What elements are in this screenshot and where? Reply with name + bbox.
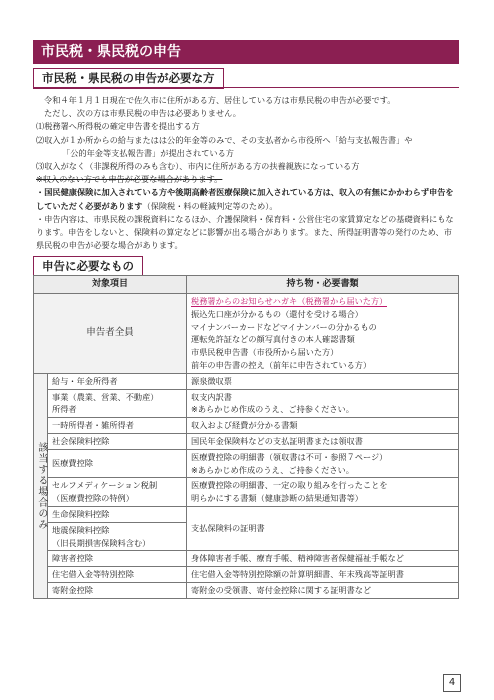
- table-row: [34, 418, 459, 434]
- table-row: [34, 389, 459, 418]
- exception-item-2-cont: 「公的年金等支払報告書」が提出されている方: [62, 147, 234, 158]
- table-row: [34, 478, 459, 507]
- list-item: 運転免許証などの顔写真付きの本人確認書類: [191, 334, 355, 345]
- required-items-table: [33, 275, 459, 599]
- page-title: 市民税・県民税の申告: [33, 40, 459, 64]
- row-items: 国民年金保険料などの支払証明書または領収書: [187, 433, 459, 449]
- usage-note: ・申告内容は、市県民税の課税資料になるほか、介護保険料・保育料・公営住宅の家賃算定などの基礎資料にもなります。申告をしないと、保険料の算定などに影響が出る場合があります。また、所得証明書等の発行のため、市県民税の申告が必要な場合があります。: [36, 213, 454, 251]
- all-filers-label: 申告者全員: [34, 294, 187, 374]
- all-filers-items: [187, 294, 459, 374]
- row-items: 医療費控除の明細書（領収書は不可・参照７ページ） ※あらかじめ作成のうえ、ご持参ください。: [187, 449, 459, 478]
- nhi-note-bold: ・国民健康保険に加入されている方や後期高齢者医療保険に加入されている方は、収入の有無にかかわらず申告をしていただく必要があります: [36, 187, 454, 211]
- page-number: 4: [443, 674, 461, 692]
- list-item: 前年の申告書の控え（前年に申告されている方）: [191, 359, 372, 370]
- table-row: [34, 567, 459, 583]
- row-target: 障害者控除: [48, 551, 187, 567]
- exception-item-1: ⑴税務署へ所得税の確定申告書を提出する方: [36, 121, 200, 132]
- exception-item-3: ⑶収入がなく（非課税所得のみも含む）、市内に住所がある方の扶養親族になっている方: [36, 161, 360, 172]
- table-row: [34, 551, 459, 567]
- row-target: 生命保険料控除: [48, 506, 187, 522]
- row-target: 医療費控除: [48, 449, 187, 478]
- row-items: 身体障害者手帳、療育手帳、精神障害者保健福祉手帳など: [187, 551, 459, 567]
- table-row: [34, 506, 459, 522]
- exception-line: ただし、次の方は市県民税の申告は必要ありません。: [44, 108, 241, 119]
- row-items: 医療費控除の明細書、一定の取り組みを行ったことを 明らかにする書類（健康診断の結果通知書等）: [187, 478, 459, 507]
- row-target: 事業（農業、営業、不動産） 所得者: [48, 389, 187, 418]
- row-items: 住宅借入金等特別控除額の計算明細書、年末残高等証明書: [187, 567, 459, 583]
- row-target: 住宅借入金等特別控除: [48, 567, 187, 583]
- notice-line: ※収入のない方でも申告が必要な場合があります。: [36, 174, 223, 185]
- header-items: 持ち物・必要書類: [187, 276, 459, 294]
- row-target: 寄附金控除: [48, 582, 187, 598]
- table-header-row: [34, 276, 459, 294]
- row-items: 収入および経費が分かる書類: [187, 418, 459, 434]
- row-target: 給与・年金所得者: [48, 373, 187, 389]
- nhi-note: [36, 186, 460, 212]
- row-target: 一時所得者・雑所得者: [48, 418, 187, 434]
- table-row: [34, 582, 459, 598]
- table-row: [34, 449, 459, 478]
- header-target: 対象項目: [34, 276, 187, 294]
- applicable-only-label: 該当する場合のみ: [34, 373, 48, 598]
- row-items: 収支内訳書 ※あらかじめ作成のうえ、ご持参ください。: [187, 389, 459, 418]
- row-target: 社会保険料控除: [48, 433, 187, 449]
- intro-line: 令和４年１月１日現在で佐久市に住所がある方、居住している方は市県民税の申告が必要です。: [44, 95, 396, 105]
- section-rule: [33, 87, 459, 88]
- section-heading-who-needs-filing: 市民税・県民税の申告が必要な方: [33, 68, 224, 89]
- list-item: 振込先口座が分かるもの（還付を受ける場合）: [191, 308, 363, 319]
- nhi-note-tail: （保険税・料の軽減判定等のため）。: [142, 200, 278, 211]
- tax-office-postcard-item: 税務署からのお知らせハガキ（税務署から届いた方）: [191, 296, 388, 306]
- row-items: 源泉徴収票: [187, 373, 459, 389]
- list-item: 市県民税申告書（市役所から届いた方）: [191, 347, 339, 358]
- table-row: [34, 373, 459, 389]
- row-items: 支払保険料の証明書: [187, 506, 459, 550]
- table-row: [34, 433, 459, 449]
- row-items: 寄附金の受領書、寄付金控除に関する証明書など: [187, 582, 459, 598]
- section-heading-required-items: 申告に必要なもの: [33, 256, 143, 277]
- row-target: セルフメディケーション税制 （医療費控除の特例）: [48, 478, 187, 507]
- exception-item-2: ⑵収入が１か所からの給与またはは公的年金等のみで、その支払者から市役所へ「給与支払報告書」や: [36, 134, 413, 145]
- table-row-all: [34, 294, 459, 374]
- list-item: マイナンバーカードなどマイナンバーの分かるもの: [191, 321, 377, 332]
- row-target: 地震保険料控除 （旧長期損害保険料含む）: [48, 522, 187, 551]
- section-body: [36, 94, 460, 252]
